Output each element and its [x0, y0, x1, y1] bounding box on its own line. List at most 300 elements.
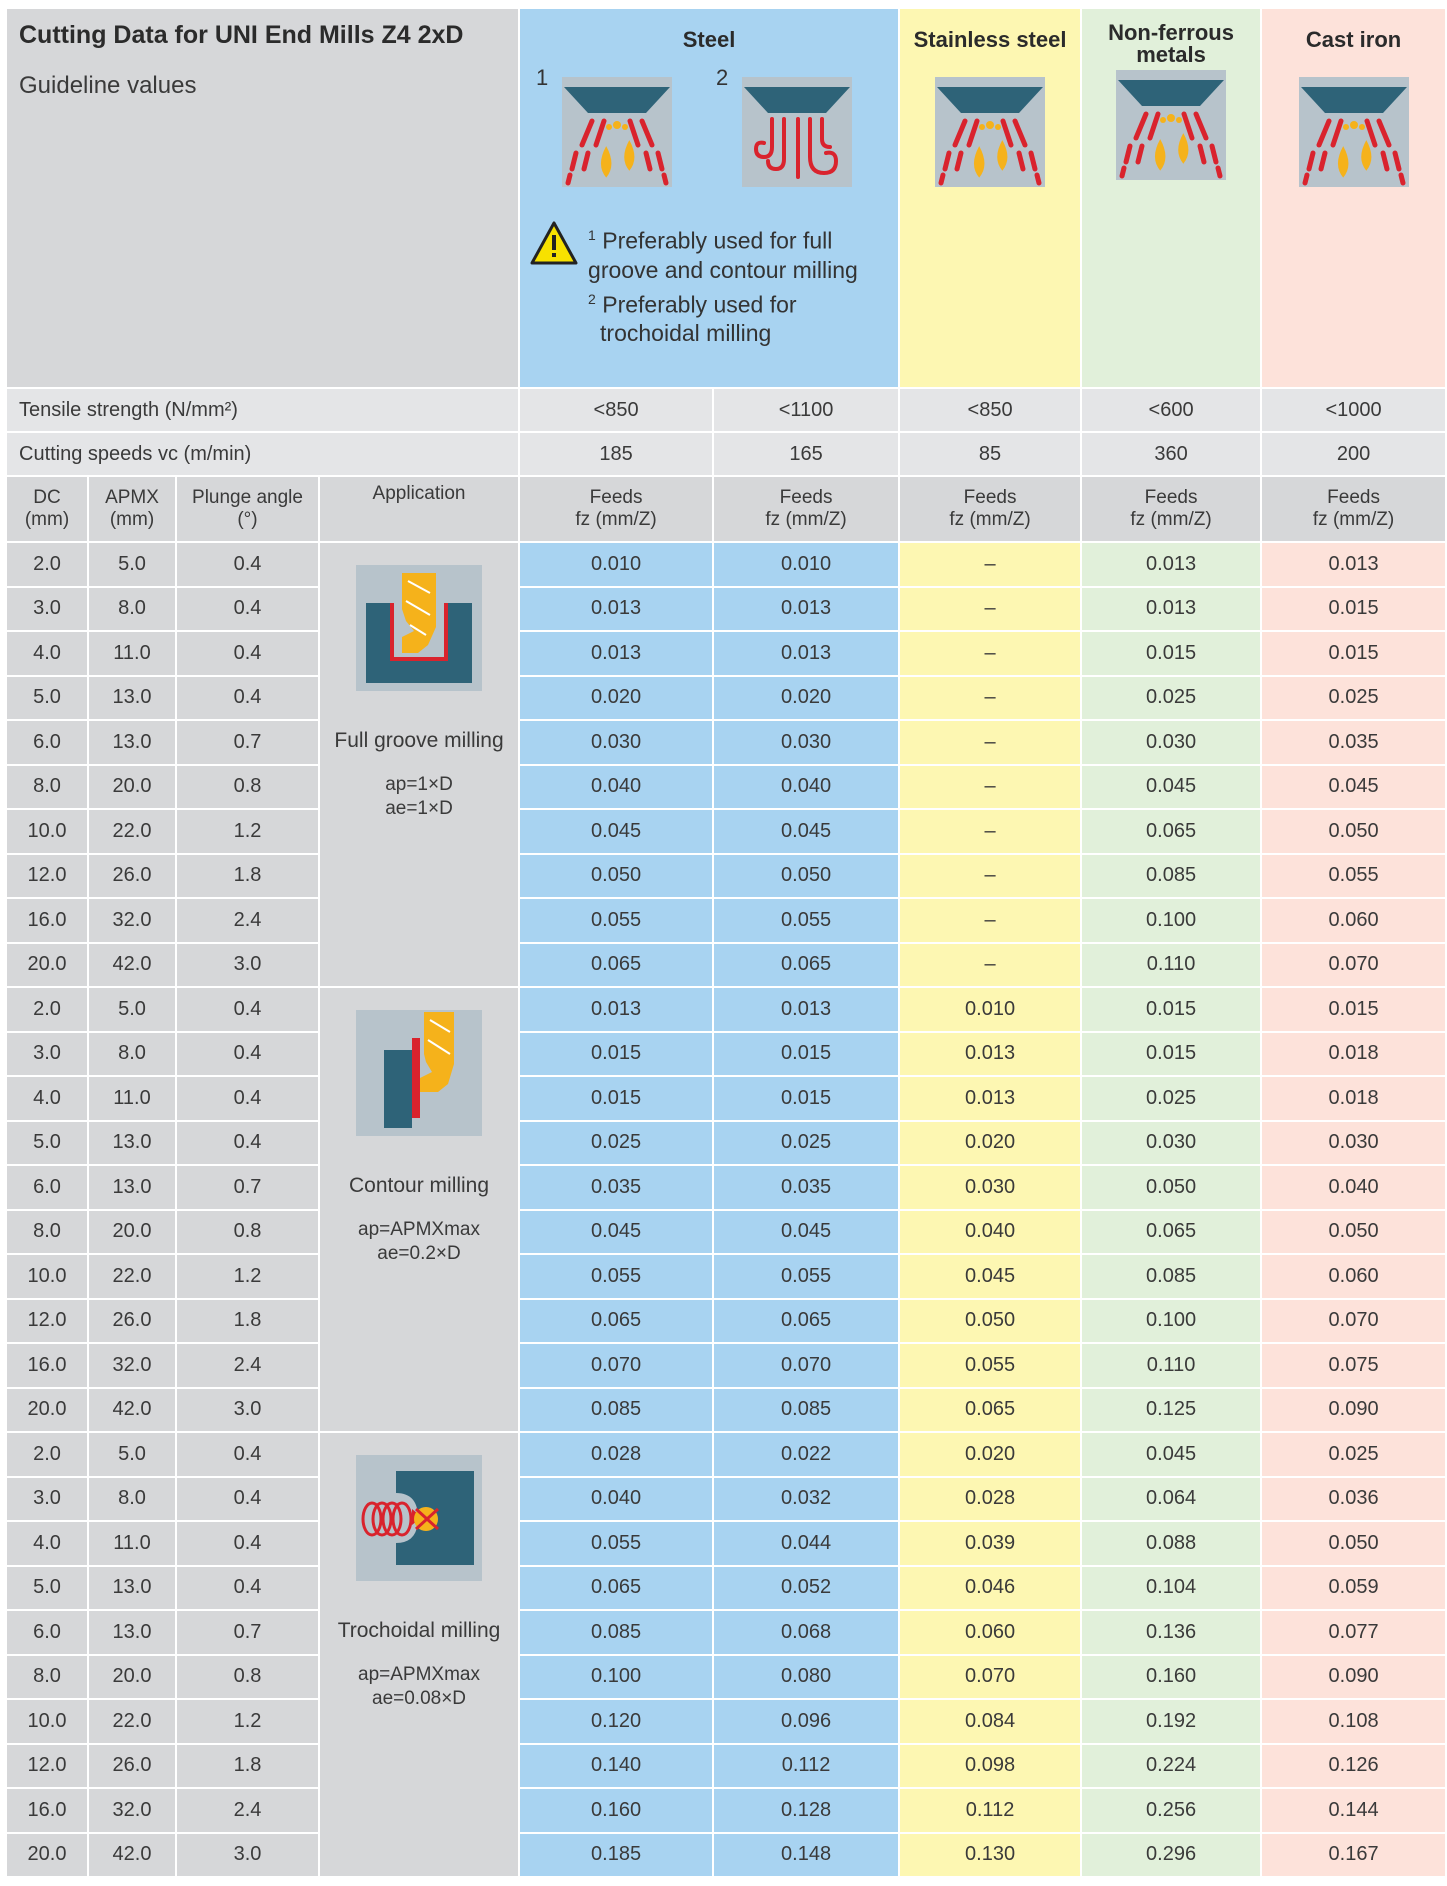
table-row [6, 1477, 1446, 1522]
feed-stainless: – [899, 542, 1081, 587]
dc-value: 6.0 [6, 720, 88, 765]
full-groove-milling-icon [356, 565, 482, 691]
trochoidal-milling-icon [356, 1455, 482, 1581]
apmx-value: 32.0 [88, 898, 176, 943]
feed-steel-2: 0.013 [713, 987, 899, 1032]
plunge-angle-value: 0.4 [176, 1432, 319, 1477]
warning-icon [530, 221, 578, 265]
feed-castiron: 0.050 [1261, 809, 1446, 854]
dc-value: 20.0 [6, 943, 88, 988]
application-params [320, 1218, 518, 1266]
tensile-value: <850 [519, 388, 713, 432]
feed-steel-2: 0.055 [713, 898, 899, 943]
apmx-value: 26.0 [88, 1744, 176, 1789]
feed-stainless: 0.020 [899, 1432, 1081, 1477]
tensile-strength-label: Tensile strength (N/mm²) [6, 388, 519, 432]
apmx-value: 8.0 [88, 1032, 176, 1077]
plunge-angle-value: 0.4 [176, 631, 319, 676]
apmx-value: 32.0 [88, 1788, 176, 1833]
feed-steel-2: 0.032 [713, 1477, 899, 1522]
feed-steel-2: 0.045 [713, 1210, 899, 1255]
cutting-speed-value: 185 [519, 432, 713, 476]
dc-value: 5.0 [6, 676, 88, 721]
feed-stainless: 0.084 [899, 1699, 1081, 1744]
feed-stainless: 0.112 [899, 1788, 1081, 1833]
feed-castiron: 0.035 [1261, 720, 1446, 765]
feed-stainless: 0.046 [899, 1566, 1081, 1611]
feed-steel-1: 0.065 [519, 1566, 713, 1611]
feed-nonferrous: 0.110 [1081, 943, 1261, 988]
feed-stainless: 0.013 [899, 1076, 1081, 1121]
feed-nonferrous: 0.025 [1081, 1076, 1261, 1121]
feed-nonferrous: 0.192 [1081, 1699, 1261, 1744]
feed-stainless: 0.060 [899, 1610, 1081, 1655]
application-cell [319, 542, 519, 987]
feed-nonferrous: 0.013 [1081, 542, 1261, 587]
feed-steel-2: 0.148 [713, 1833, 899, 1878]
feed-castiron: 0.045 [1261, 765, 1446, 810]
dc-value: 6.0 [6, 1610, 88, 1655]
feed-steel-2: 0.112 [713, 1744, 899, 1789]
tensile-value: <1000 [1261, 388, 1446, 432]
feed-nonferrous: 0.045 [1081, 765, 1261, 810]
feed-stainless: 0.055 [899, 1343, 1081, 1388]
table-row [6, 765, 1446, 810]
feed-steel-1: 0.045 [519, 809, 713, 854]
feed-steel-1: 0.045 [519, 1210, 713, 1255]
feed-stainless: 0.013 [899, 1032, 1081, 1077]
application-params [320, 773, 518, 821]
feed-stainless: 0.040 [899, 1210, 1081, 1255]
feed-steel-2: 0.035 [713, 1165, 899, 1210]
feed-steel-2: 0.055 [713, 1254, 899, 1299]
plunge-angle-value: 2.4 [176, 1788, 319, 1833]
feed-steel-1: 0.055 [519, 1254, 713, 1299]
feed-steel-1: 0.028 [519, 1432, 713, 1477]
plunge-angle-value: 0.4 [176, 1521, 319, 1566]
feed-steel-2: 0.050 [713, 854, 899, 899]
plunge-angle-value: 3.0 [176, 1833, 319, 1878]
note-2-line-2: trochoidal milling [600, 320, 772, 347]
feed-stainless: 0.039 [899, 1521, 1081, 1566]
feed-steel-2: 0.022 [713, 1432, 899, 1477]
feed-steel-1: 0.070 [519, 1343, 713, 1388]
apmx-value: 20.0 [88, 1655, 176, 1700]
feed-nonferrous: 0.030 [1081, 1121, 1261, 1166]
note-2-line-1: $^2$ Preferably used for [588, 290, 797, 318]
apmx-value: 13.0 [88, 1121, 176, 1166]
plunge-angle-value: 0.4 [176, 1121, 319, 1166]
feed-nonferrous: 0.136 [1081, 1610, 1261, 1655]
apmx-value: 22.0 [88, 1254, 176, 1299]
feed-castiron: 0.013 [1261, 542, 1446, 587]
dc-value: 3.0 [6, 587, 88, 632]
feed-castiron: 0.108 [1261, 1699, 1446, 1744]
plunge-angle-value: 1.2 [176, 809, 319, 854]
dc-value: 10.0 [6, 1699, 88, 1744]
feed-steel-2: 0.015 [713, 1032, 899, 1077]
ae-value: ae=1×D [385, 798, 453, 819]
feed-stainless: 0.065 [899, 1388, 1081, 1433]
apmx-value: 5.0 [88, 987, 176, 1032]
cutting-data-table [5, 7, 1447, 1878]
feed-castiron: 0.050 [1261, 1521, 1446, 1566]
table-row [6, 1744, 1446, 1789]
feed-steel-2: 0.044 [713, 1521, 899, 1566]
feed-nonferrous: 0.013 [1081, 587, 1261, 632]
feed-steel-1: 0.055 [519, 898, 713, 943]
feed-nonferrous: 0.296 [1081, 1833, 1261, 1878]
feed-steel-1: 0.160 [519, 1788, 713, 1833]
col-header-application: Application [319, 476, 519, 542]
feed-steel-1: 0.040 [519, 765, 713, 810]
table-row [6, 1032, 1446, 1077]
dc-value: 10.0 [6, 1254, 88, 1299]
feed-nonferrous: 0.050 [1081, 1165, 1261, 1210]
plunge-angle-value: 0.7 [176, 720, 319, 765]
dc-value: 12.0 [6, 854, 88, 899]
nonferrous-header [1081, 8, 1261, 388]
apmx-value: 8.0 [88, 1477, 176, 1522]
dc-value: 12.0 [6, 1744, 88, 1789]
dc-value: 10.0 [6, 809, 88, 854]
coolant-spray-icon [562, 77, 672, 187]
contour-milling-icon [356, 1010, 482, 1136]
col-header-plunge-angle: Plunge angle (°) [176, 476, 319, 542]
table-row [6, 676, 1446, 721]
feed-steel-1: 0.013 [519, 631, 713, 676]
feed-steel-2: 0.030 [713, 720, 899, 765]
table-row [6, 1299, 1446, 1344]
feed-nonferrous: 0.110 [1081, 1343, 1261, 1388]
feed-steel-2: 0.010 [713, 542, 899, 587]
feed-nonferrous: 0.125 [1081, 1388, 1261, 1433]
feed-steel-2: 0.080 [713, 1655, 899, 1700]
plunge-angle-value: 0.4 [176, 1032, 319, 1077]
table-row [6, 1833, 1446, 1878]
plunge-angle-value: 1.2 [176, 1254, 319, 1299]
col-header-apmx: APMX (mm) [88, 476, 176, 542]
col-header-feeds: Feeds fz (mm/Z) [1081, 476, 1261, 542]
coolant-spray-icon [935, 77, 1045, 187]
dc-value: 2.0 [6, 1432, 88, 1477]
plunge-angle-value: 1.8 [176, 1299, 319, 1344]
feed-steel-1: 0.030 [519, 720, 713, 765]
feed-nonferrous: 0.025 [1081, 676, 1261, 721]
feed-steel-2: 0.025 [713, 1121, 899, 1166]
feed-steel-1: 0.055 [519, 1521, 713, 1566]
feed-stainless: – [899, 943, 1081, 988]
plunge-angle-value: 0.8 [176, 1655, 319, 1700]
application-name: Trochoidal milling [337, 1619, 501, 1642]
page-title: Cutting Data for UNI End Mills Z4 2xD [19, 21, 464, 49]
plunge-angle-value: 0.4 [176, 1566, 319, 1611]
tensile-value: <1100 [713, 388, 899, 432]
col-header-feeds: Feeds fz (mm/Z) [519, 476, 713, 542]
plunge-angle-value: 3.0 [176, 943, 319, 988]
apmx-value: 11.0 [88, 1521, 176, 1566]
feed-stainless: – [899, 809, 1081, 854]
feed-steel-1: 0.100 [519, 1655, 713, 1700]
feed-steel-1: 0.085 [519, 1610, 713, 1655]
table-row [6, 1610, 1446, 1655]
feed-stainless: – [899, 587, 1081, 632]
apmx-value: 42.0 [88, 1388, 176, 1433]
stainless-label: Stainless steel [913, 27, 1067, 52]
note-1-line-2: groove and contour milling [588, 256, 858, 283]
feed-nonferrous: 0.045 [1081, 1432, 1261, 1477]
feed-castiron: 0.040 [1261, 1165, 1446, 1210]
feed-steel-2: 0.085 [713, 1388, 899, 1433]
table-row [6, 720, 1446, 765]
dc-value: 3.0 [6, 1477, 88, 1522]
feed-nonferrous: 0.256 [1081, 1788, 1261, 1833]
table-row [6, 1521, 1446, 1566]
cutting-speed-label: Cutting speeds vc (m/min) [6, 432, 519, 476]
nonferrous-label: Non-ferrous metals [1108, 20, 1234, 67]
feed-nonferrous: 0.065 [1081, 809, 1261, 854]
application-cell [319, 987, 519, 1432]
dc-value: 4.0 [6, 1521, 88, 1566]
dc-value: 2.0 [6, 987, 88, 1032]
feed-castiron: 0.030 [1261, 1121, 1446, 1166]
apmx-value: 13.0 [88, 1165, 176, 1210]
feed-stainless: 0.070 [899, 1655, 1081, 1700]
feed-steel-1: 0.020 [519, 676, 713, 721]
tensile-value: <850 [899, 388, 1081, 432]
application-name: Full groove milling [334, 729, 504, 752]
castiron-label: Cast iron [1305, 27, 1402, 52]
feed-stainless: 0.028 [899, 1477, 1081, 1522]
table-row [6, 1254, 1446, 1299]
coolant-spray-icon [1299, 77, 1409, 187]
feed-steel-1: 0.015 [519, 1076, 713, 1121]
plunge-angle-value: 1.8 [176, 854, 319, 899]
plunge-angle-value: 3.0 [176, 1388, 319, 1433]
feed-castiron: 0.060 [1261, 1254, 1446, 1299]
tensile-value: <600 [1081, 388, 1261, 432]
feed-steel-2: 0.045 [713, 809, 899, 854]
feed-steel-1: 0.015 [519, 1032, 713, 1077]
stainless-header [899, 8, 1081, 388]
plunge-angle-value: 0.4 [176, 542, 319, 587]
feed-stainless: 0.130 [899, 1833, 1081, 1878]
table-row [6, 1343, 1446, 1388]
feed-stainless: – [899, 765, 1081, 810]
feed-castiron: 0.144 [1261, 1788, 1446, 1833]
plunge-angle-value: 1.2 [176, 1699, 319, 1744]
plunge-angle-value: 0.4 [176, 987, 319, 1032]
table-row [6, 1076, 1446, 1121]
plunge-angle-value: 0.4 [176, 1477, 319, 1522]
dc-value: 6.0 [6, 1165, 88, 1210]
dc-value: 8.0 [6, 1655, 88, 1700]
apmx-value: 5.0 [88, 1432, 176, 1477]
table-row [6, 542, 1446, 587]
ae-value: ae=0.2×D [377, 1243, 461, 1264]
feed-steel-1: 0.025 [519, 1121, 713, 1166]
dc-value: 4.0 [6, 631, 88, 676]
apmx-value: 26.0 [88, 1299, 176, 1344]
apmx-value: 13.0 [88, 1566, 176, 1611]
table-row [6, 587, 1446, 632]
dc-value: 5.0 [6, 1121, 88, 1166]
plunge-angle-value: 0.7 [176, 1165, 319, 1210]
table-row [6, 1566, 1446, 1611]
feed-steel-2: 0.128 [713, 1788, 899, 1833]
ap-value: ap=APMXmax [358, 1219, 481, 1240]
ap-value: ap=1×D [385, 774, 453, 795]
table-row [6, 1121, 1446, 1166]
feed-nonferrous: 0.224 [1081, 1744, 1261, 1789]
feed-nonferrous: 0.065 [1081, 1210, 1261, 1255]
feed-steel-1: 0.120 [519, 1699, 713, 1744]
feed-castiron: 0.060 [1261, 898, 1446, 943]
table-row [6, 943, 1446, 988]
feed-stainless: 0.045 [899, 1254, 1081, 1299]
feed-stainless: 0.020 [899, 1121, 1081, 1166]
dc-value: 2.0 [6, 542, 88, 587]
feed-castiron: 0.036 [1261, 1477, 1446, 1522]
feed-steel-2: 0.013 [713, 631, 899, 676]
plunge-angle-value: 0.8 [176, 765, 319, 810]
apmx-value: 20.0 [88, 1210, 176, 1255]
feed-nonferrous: 0.015 [1081, 1032, 1261, 1077]
feed-castiron: 0.090 [1261, 1655, 1446, 1700]
feed-castiron: 0.075 [1261, 1343, 1446, 1388]
apmx-value: 5.0 [88, 542, 176, 587]
apmx-value: 20.0 [88, 765, 176, 810]
feed-castiron: 0.070 [1261, 1299, 1446, 1344]
feed-steel-2: 0.013 [713, 587, 899, 632]
ae-value: ae=0.08×D [372, 1688, 467, 1709]
feed-steel-1: 0.040 [519, 1477, 713, 1522]
plunge-angle-value: 0.8 [176, 1210, 319, 1255]
note-1-line-1: $^1$ Preferably used for full [588, 227, 833, 254]
dc-value: 5.0 [6, 1566, 88, 1611]
feed-steel-1: 0.035 [519, 1165, 713, 1210]
apmx-value: 26.0 [88, 854, 176, 899]
col-header-feeds: Feeds fz (mm/Z) [713, 476, 899, 542]
table-row [6, 1699, 1446, 1744]
dc-value: 20.0 [6, 1833, 88, 1878]
feed-steel-2: 0.040 [713, 765, 899, 810]
feed-nonferrous: 0.015 [1081, 631, 1261, 676]
feed-stainless: – [899, 898, 1081, 943]
application-cell [319, 1432, 519, 1877]
feed-nonferrous: 0.088 [1081, 1521, 1261, 1566]
feed-steel-1: 0.013 [519, 987, 713, 1032]
feed-steel-2: 0.065 [713, 943, 899, 988]
feed-castiron: 0.077 [1261, 1610, 1446, 1655]
feed-nonferrous: 0.100 [1081, 898, 1261, 943]
feed-castiron: 0.018 [1261, 1076, 1446, 1121]
apmx-value: 8.0 [88, 587, 176, 632]
feed-steel-1: 0.010 [519, 542, 713, 587]
feed-stainless: – [899, 854, 1081, 899]
table-row [6, 987, 1446, 1032]
title-cell [6, 8, 519, 388]
feed-nonferrous: 0.030 [1081, 720, 1261, 765]
feed-steel-2: 0.015 [713, 1076, 899, 1121]
feed-castiron: 0.055 [1261, 854, 1446, 899]
feed-castiron: 0.126 [1261, 1744, 1446, 1789]
steel-icon-number-2: 2 [716, 65, 729, 90]
coolant-spray-icon [1116, 70, 1226, 180]
apmx-value: 13.0 [88, 720, 176, 765]
dc-value: 8.0 [6, 1210, 88, 1255]
table-row [6, 1388, 1446, 1433]
col-header-dc: DC (mm) [6, 476, 88, 542]
cutting-speed-value: 165 [713, 432, 899, 476]
feed-castiron: 0.167 [1261, 1833, 1446, 1878]
air-blast-icon [742, 77, 852, 187]
table-row [6, 1210, 1446, 1255]
cutting-speed-value: 200 [1261, 432, 1446, 476]
feed-castiron: 0.059 [1261, 1566, 1446, 1611]
plunge-angle-value: 0.7 [176, 1610, 319, 1655]
plunge-angle-value: 0.4 [176, 587, 319, 632]
col-header-feeds: Feeds fz (mm/Z) [899, 476, 1081, 542]
dc-value: 8.0 [6, 765, 88, 810]
feed-steel-1: 0.050 [519, 854, 713, 899]
feed-steel-2: 0.065 [713, 1299, 899, 1344]
ap-value: ap=APMXmax [358, 1664, 481, 1685]
feed-steel-1: 0.065 [519, 943, 713, 988]
feed-castiron: 0.015 [1261, 987, 1446, 1032]
steel-notes [520, 221, 898, 348]
steel-label: Steel [682, 27, 736, 52]
dc-value: 16.0 [6, 898, 88, 943]
cutting-speed-value: 85 [899, 432, 1081, 476]
feed-steel-1: 0.140 [519, 1744, 713, 1789]
plunge-angle-value: 0.4 [176, 676, 319, 721]
feed-stainless: – [899, 676, 1081, 721]
table-row [6, 898, 1446, 943]
application-name: Contour milling [348, 1174, 490, 1197]
plunge-angle-value: 0.4 [176, 1076, 319, 1121]
table-row [6, 631, 1446, 676]
feed-castiron: 0.025 [1261, 1432, 1446, 1477]
feed-castiron: 0.018 [1261, 1032, 1446, 1077]
cutting-speed-value: 360 [1081, 432, 1261, 476]
feed-stainless: 0.010 [899, 987, 1081, 1032]
apmx-value: 22.0 [88, 809, 176, 854]
apmx-value: 13.0 [88, 676, 176, 721]
feed-steel-2: 0.052 [713, 1566, 899, 1611]
feed-stainless: 0.050 [899, 1299, 1081, 1344]
feed-castiron: 0.015 [1261, 587, 1446, 632]
dc-value: 16.0 [6, 1788, 88, 1833]
feed-nonferrous: 0.160 [1081, 1655, 1261, 1700]
steel-icon-number-1: 1 [536, 65, 549, 90]
feed-steel-2: 0.020 [713, 676, 899, 721]
feed-nonferrous: 0.085 [1081, 854, 1261, 899]
plunge-angle-value: 2.4 [176, 898, 319, 943]
feed-castiron: 0.090 [1261, 1388, 1446, 1433]
plunge-angle-value: 1.8 [176, 1744, 319, 1789]
feed-nonferrous: 0.100 [1081, 1299, 1261, 1344]
application-params [320, 1663, 518, 1711]
apmx-value: 42.0 [88, 943, 176, 988]
feed-stainless: 0.030 [899, 1165, 1081, 1210]
table-row [6, 1432, 1446, 1477]
feed-castiron: 0.070 [1261, 943, 1446, 988]
table-row [6, 854, 1446, 899]
feed-castiron: 0.050 [1261, 1210, 1446, 1255]
apmx-value: 11.0 [88, 1076, 176, 1121]
feed-steel-2: 0.068 [713, 1610, 899, 1655]
